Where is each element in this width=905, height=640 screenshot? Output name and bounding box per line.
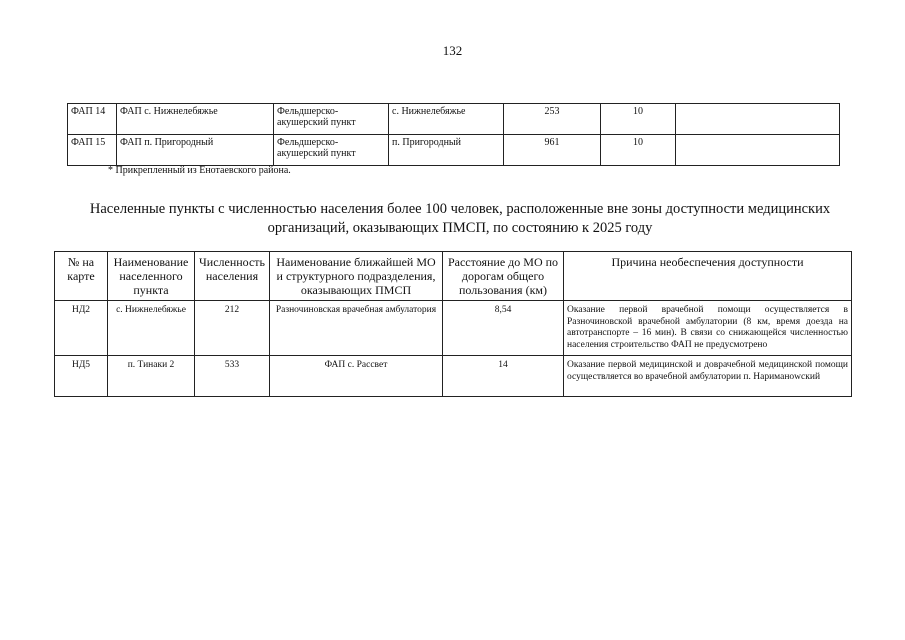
population: 533	[195, 356, 270, 397]
distance: 8,54	[443, 301, 564, 356]
table-row	[55, 356, 852, 397]
map-number: НД2	[55, 301, 108, 356]
header-map-number: № на карте	[55, 252, 108, 301]
reason: Оказание первой врачебной помощи осуществляется в Разночиновской врачебной амбулатории (8 км, время доезда на автотранспорте – 16 мин). В связи со снижающейся численностью населения строительство ФАП не предусмотрено	[564, 301, 852, 356]
fap-population: 961	[504, 135, 601, 166]
population: 212	[195, 301, 270, 356]
table-row	[55, 301, 852, 356]
fap-place: п. Пригородный	[389, 135, 504, 166]
fap-note	[676, 104, 840, 135]
section-heading: Населенные пункты с численностью населения более 100 человек, расположенные вне зоны доступности медицинских организаций, оказывающих ПМСП, по состоянию к 2025 году	[89, 201, 831, 236]
continuation-table	[67, 103, 840, 166]
fap-distance: 10	[601, 135, 676, 166]
fap-place: с. Нижнелебяжье	[389, 104, 504, 135]
fap-name: ФАП с. Нижнелебяжье	[117, 104, 274, 135]
fap-type: Фельдшерско-акушерский пункт	[274, 104, 389, 135]
settlement-name: п. Тинаки 2	[108, 356, 195, 397]
footnote: * Прикрепленный из Енотаевского района.	[108, 165, 291, 176]
fap-population: 253	[504, 104, 601, 135]
header-reason: Причина необеспечения доступности	[564, 252, 852, 301]
header-distance: Расстояние до МО по дорогам общего пользования (км)	[443, 252, 564, 301]
nearest-mo: ФАП с. Рассвет	[270, 356, 443, 397]
fap-name: ФАП п. Пригородный	[117, 135, 274, 166]
fap-note	[676, 135, 840, 166]
distance: 14	[443, 356, 564, 397]
fap-type: Фельдшерско-акушерский пункт	[274, 135, 389, 166]
table-header-row	[55, 252, 852, 301]
map-number: НД5	[55, 356, 108, 397]
fap-code: ФАП 14	[68, 104, 117, 135]
header-population: Численность населения	[195, 252, 270, 301]
page-number: 132	[442, 43, 463, 58]
table-row	[68, 135, 840, 166]
settlement-name: с. Нижнелебяжье	[108, 301, 195, 356]
settlements-table	[54, 251, 852, 397]
nearest-mo: Разночиновская врачебная амбулатория	[270, 301, 443, 356]
table-row	[68, 104, 840, 135]
fap-code: ФАП 15	[68, 135, 117, 166]
fap-distance: 10	[601, 104, 676, 135]
reason: Оказание первой медицинской и доврачебной медицинской помощи осуществляется во врачебной амбулатории п. Нариманоwский	[564, 356, 852, 397]
header-settlement-name: Наименование населенного пункта	[108, 252, 195, 301]
header-nearest-mo: Наименование ближайшей МО и структурного подразделения, оказывающих ПМСП	[270, 252, 443, 301]
